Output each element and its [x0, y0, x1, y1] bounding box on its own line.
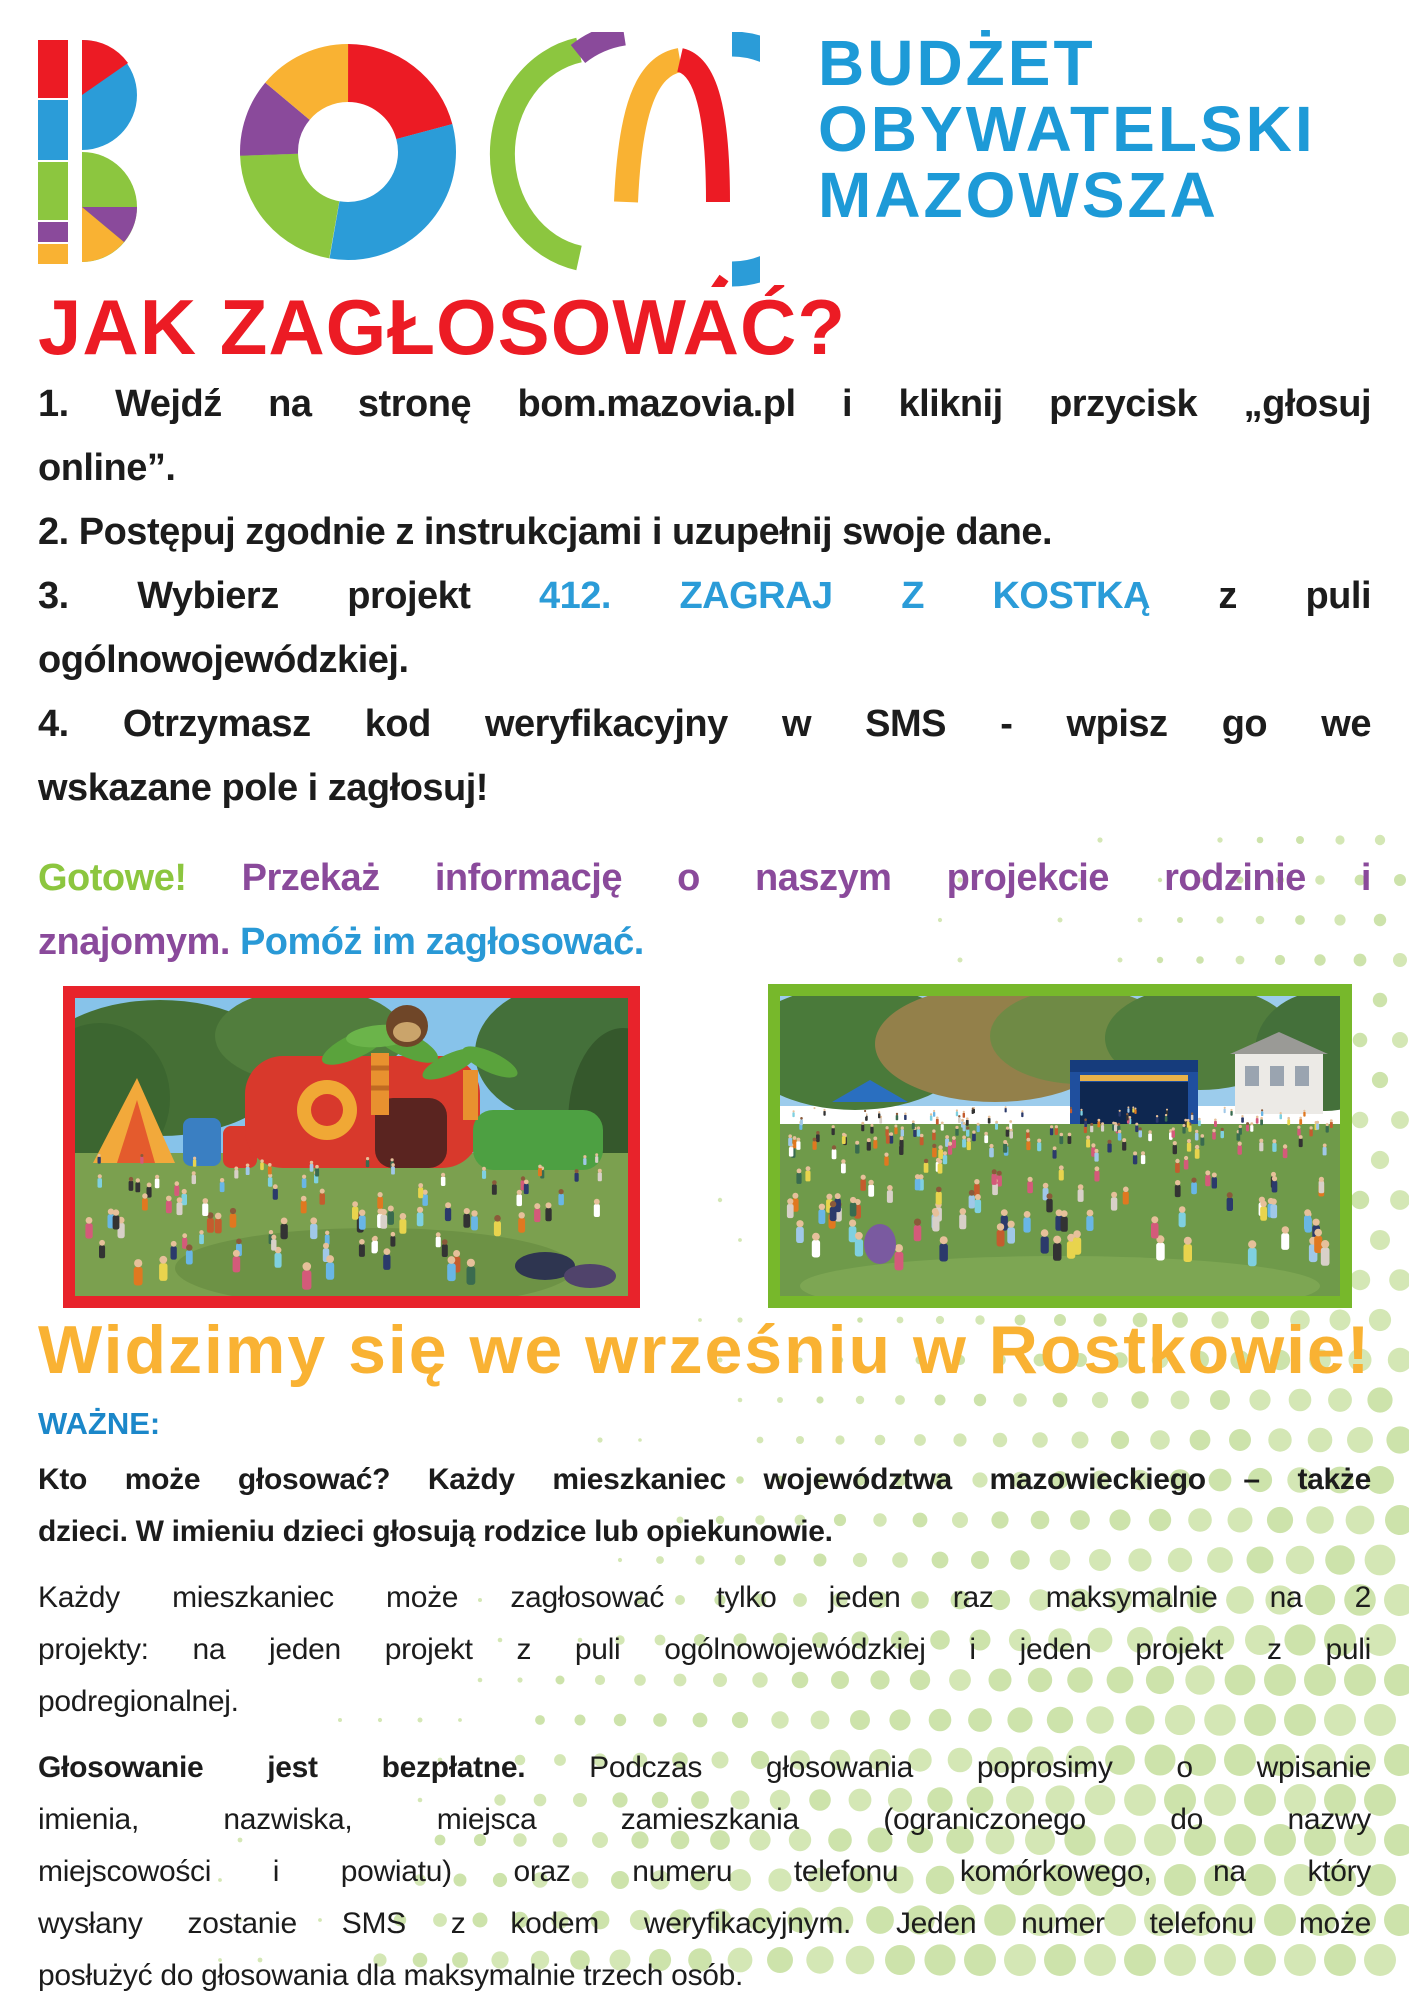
project-number-highlight: 412. ZAGRAJ Z KOSTKĄ [538, 575, 1150, 617]
step-1-line-1: 1. Wejdź na stronę bom.mazovia.pl i kliknij przycisk „głosuj [38, 383, 1371, 425]
limit-line-2: projekty: na jeden projekt z puli ogólnowojewódzkiej i jeden projekt z puli [38, 1633, 1371, 1666]
step-2 [38, 500, 1371, 564]
free-line-5: posłużyć do głosowania dla maksymalnie trzech osób. [38, 1959, 744, 1992]
photo-inflatable-playground [63, 986, 640, 1308]
who-line-2: dzieci. W imieniu dzieci głosują rodzice lub opiekunowie. [38, 1515, 833, 1548]
help-text: Pomóż im zagłosować. [239, 921, 644, 963]
voting-rules [38, 1454, 1371, 2000]
free-voting-bold: Głosowanie jest bezpłatne. [38, 1751, 526, 1784]
step-3-suffix: z puli [1149, 575, 1371, 617]
page-title: JAK ZAGŁOSOWAĆ? [38, 283, 846, 371]
free-line-2: imienia, nazwiska, miejsca zamieszkania (ograniczonego do nazwy [38, 1803, 1371, 1836]
share-line-1 [38, 846, 1371, 910]
brand-line-1: BUDŻET [818, 27, 1096, 99]
brand-title [818, 27, 1316, 231]
logo-letter-m [502, 34, 760, 287]
free-line-1 [38, 1742, 1371, 1794]
backpack [864, 1224, 896, 1264]
step-3 [38, 564, 1371, 692]
who-line-1: Kto może głosować? Każdy mieszkaniec województwa mazowieckiego – także [38, 1463, 1371, 1496]
done-label: Gotowe! [38, 857, 187, 899]
bom-logo [38, 32, 760, 287]
free-line-3: miejscowości i powiatu) oraz numeru telefonu komórkowego, na który [38, 1855, 1371, 1888]
free-voting-rest: Podczas głosowania poprosimy o wpisanie [525, 1751, 1371, 1784]
brand-line-2: OBYWATELSKI [818, 93, 1316, 165]
photo-picnic-crowd [768, 984, 1352, 1308]
step-4-line-1: 4. Otrzymasz kod weryfikacyjny w SMS - wpisz go we [38, 703, 1371, 745]
share-line-2 [38, 910, 1371, 974]
share-text: Przekaż informację o naszym projekcie rodzinie i [186, 857, 1371, 899]
vote-limit-paragraph [38, 1572, 1371, 1728]
voting-steps [38, 372, 1371, 820]
see-you-heading: Widzimy się we wrześniu w Rostkowie! [38, 1312, 1372, 1388]
step-2-line-1: 2. Postępuj zgodnie z instrukcjami i uzupełnij swoje dane. [38, 511, 1053, 553]
step-1-line-2: online”. [38, 447, 176, 489]
logo-letter-o [237, 41, 460, 264]
step-4 [38, 692, 1371, 820]
logo-letter-b [38, 40, 137, 264]
share-paragraph [38, 846, 1371, 974]
share-text-2: znajomym. [38, 921, 240, 963]
free-line-4: wysłany zostanie SMS z kodem weryfikacyjnym. Jeden numer telefonu może [38, 1907, 1371, 1940]
brand-line-3: MAZOWSZA [818, 159, 1219, 231]
monkey-figure [386, 1005, 428, 1047]
step-4-line-2: wskazane pole i zagłosuj! [38, 767, 488, 809]
stage [1070, 1060, 1198, 1130]
step-1 [38, 372, 1371, 500]
who-can-vote-paragraph [38, 1454, 1371, 1558]
step-3-prefix: 3. Wybierz projekt [38, 575, 539, 617]
limit-line-3: podregionalnej. [38, 1685, 239, 1718]
step-3-line-1 [38, 564, 1371, 628]
free-voting-paragraph [38, 1742, 1371, 2000]
step-3-line-2: ogólnowojewódzkiej. [38, 639, 409, 681]
limit-line-1: Każdy mieszkaniec może zagłosować tylko jeden raz maksymalnie na 2 [38, 1581, 1371, 1614]
important-label: WAŻNE: [38, 1406, 161, 1441]
